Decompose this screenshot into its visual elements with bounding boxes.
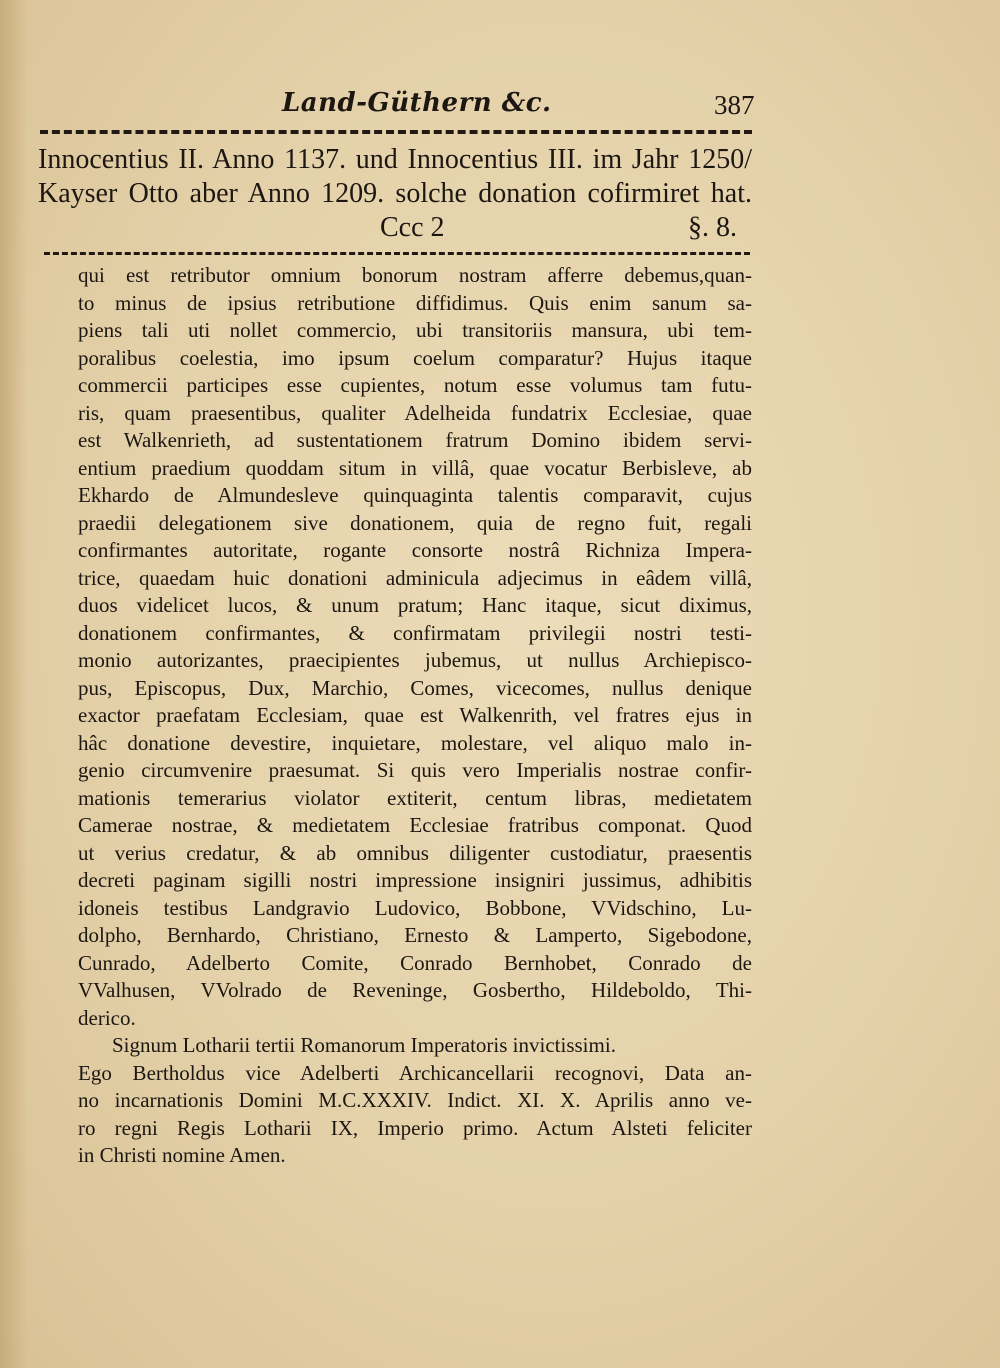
text-line: poralibus coelestia, imo ipsum coelum comparatur? Hujus itaque (78, 345, 752, 370)
catchword: §. 8. (688, 212, 737, 243)
text-line: genio circumvenire praesumat. Si quis vero Imperialis nostrae confir- (78, 758, 752, 782)
text-line: no incarnationis Domini M.C.XXXIV. Indict. XI. X. Aprilis anno ve- (78, 1088, 752, 1112)
text-line: ut verius credatur, & ab omnibus diligenter custodiatur, praesentis (78, 840, 752, 865)
text-line: Ego Bertholdus vice Adelberti Archicancellarii recognovi, Data an- (78, 1060, 752, 1085)
text-line: idoneis testibus Landgravio Ludovico, Bobbone, VVidschino, Lu- (78, 895, 752, 920)
header-rule (40, 130, 752, 134)
text-line: dolpho, Bernhardo, Christiano, Ernesto & Lamperto, Sigebodone, (78, 923, 752, 947)
latin-charter-text (78, 262, 752, 1170)
running-head (0, 88, 1000, 124)
section-rule (44, 252, 750, 255)
text-line: VValhusen, VVolrado de Reveninge, Gosbertho, Hildeboldo, Thi- (78, 978, 752, 1002)
text-line: derico. (78, 1005, 136, 1030)
text-line: Cunrado, Adelberto Comite, Conrado Bernhobet, Conrado de (78, 950, 752, 975)
text-line: praedii delegationem sive donationem, quia de regno fuit, regali (78, 510, 752, 535)
text-line: ro regni Regis Lotharii IX, Imperio primo. Actum Alsteti feliciter (78, 1115, 752, 1140)
text-line: Camerae nostrae, & medietatem Ecclesiae fratribus componat. Quod (78, 813, 752, 837)
text-line: donationem confirmantes, & confirmatam privilegii nostri testi- (78, 620, 752, 645)
text-line: est Walkenrieth, ad sustentationem fratrum Domino ibidem servi- (78, 428, 752, 452)
running-head-title: Land-Güthern &c. (282, 88, 552, 118)
footnote-line-1: Innocentius II. Anno 1137. und Innocentius III. im Jahr 1250/ (38, 144, 752, 175)
text-line: exactor praefatam Ecclesiam, quae est Walkenrith, vel fratres ejus in (78, 703, 752, 727)
page-number: 387 (714, 90, 755, 120)
text-line: Ekhardo de Almundesleve quinquaginta talentis comparavit, cujus (78, 483, 752, 507)
text-line: pus, Episcopus, Dux, Marchio, Comes, vicecomes, nullus denique (78, 675, 752, 700)
text-line: in Christi nomine Amen. (78, 1143, 286, 1167)
page-edge-shadow (0, 0, 28, 1368)
text-line: commercii participes esse cupientes, notum esse volumus tam futu- (78, 373, 752, 397)
text-line: entium praedium quoddam situm in villâ, quae vocatur Berbisleve, ab (78, 455, 752, 480)
signum-line: Signum Lotharii tertii Romanorum Imperatoris invictissimi. (112, 1033, 616, 1057)
text-line: confirmantes autoritate, rogante consorte nostrâ Richniza Impera- (78, 538, 752, 562)
footnote-line-2: Kayser Otto aber Anno 1209. solche donation cofirmiret hat. (38, 178, 752, 209)
text-line: monio autorizantes, praecipientes jubemus, ut nullus Archiepisco- (78, 648, 752, 672)
text-line: duos videlicet lucos, & unum pratum; Hanc itaque, sicut diximus, (78, 593, 752, 617)
text-line: to minus de ipsius retributione diffidimus. Quis enim sanum sa- (78, 290, 752, 315)
text-line: mationis temerarius violator extiterit, centum libras, medietatem (78, 785, 752, 810)
text-line: qui est retributor omnium bonorum nostram afferre debemus,quan- (78, 263, 752, 287)
text-line: hâc donatione devestire, inquietare, molestare, vel aliquo malo in- (78, 730, 752, 755)
text-line: piens tali uti nollet commercio, ubi transitoriis mansura, ubi tem- (78, 318, 752, 342)
text-line: trice, quaedam huic donationi adminicula adjecimus in eâdem villâ, (78, 565, 752, 590)
text-line: decreti paginam sigilli nostri impressione insigniri jussimus, adhibitis (78, 868, 752, 892)
text-line: ris, quam praesentibus, qualiter Adelheida fundatrix Ecclesiae, quae (78, 400, 752, 425)
signature-mark: Ccc 2 (380, 212, 445, 243)
